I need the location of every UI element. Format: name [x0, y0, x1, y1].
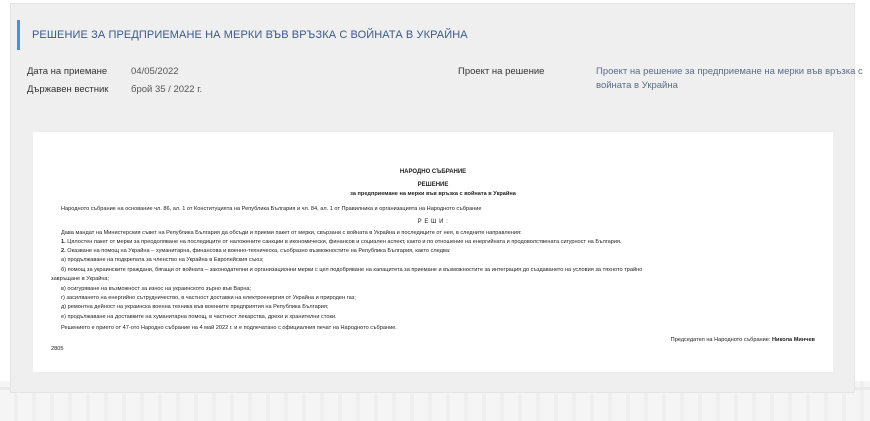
meta-section — [27, 66, 863, 106]
document-image — [33, 132, 833, 372]
title-bar — [17, 20, 468, 50]
doc-item-2-num: 2. — [61, 248, 66, 254]
doc-sub-e: е) продължаване на доставките на хуманитарна помощ, в частност лекарства, дрехи и хранителни стоки. — [61, 314, 337, 320]
doc-sub-v: в) осигуряване на възможност за износ на украинското зърно във Варна; — [61, 286, 252, 292]
doc-number: 2805 — [51, 346, 64, 352]
doc-signature — [671, 337, 815, 343]
date-label: Дата на приемане — [27, 66, 108, 77]
doc-heading: РЕШЕНИЕ — [417, 182, 449, 188]
doc-sub-b-1: б) помощ за украинските граждани, бягащи от войната – законодателни и организационни мерки с цел подобряване на капацитета за приемане и възможностите за интеграция до създаването на условия за тяхното трайно — [61, 267, 643, 273]
doc-sub-a: а) продължаване на подкрепата за членство на Украйна в Европейския съюз; — [61, 257, 264, 263]
decision-card — [10, 3, 863, 393]
gazette-label: Държавен вестник — [27, 84, 109, 95]
doc-signature-name: Никола Минчев — [772, 337, 815, 343]
doc-intro: Дава мандат на Министерския съвет на Република България да обсъди и приеми пакет от мерки, свързани с войната в Украйна и последиците от нея, в следните направления: — [61, 230, 522, 236]
draft-label: Проект на решение — [458, 66, 545, 77]
doc-sub-g: г) засилването на енергийно сътрудничество, в частност доставки на електроенергия от Украйна и природен газ; — [61, 295, 356, 301]
gazette-value: брой 35 / 2022 г. — [131, 84, 203, 95]
doc-closing: Решението е прието от 47-ото Народно събрание на 4 май 2022 г. и е подпечатано с официалния печат на Народното събрание. — [61, 325, 397, 331]
doc-item-2 — [61, 248, 819, 254]
doc-item-2-text: Оказване на помощ на Украйна – хуманитарна, финансова и военно-техническа, съобразно възможностите на Република България, както следва: — [67, 248, 451, 254]
doc-sub-b-2: завръщане в Украйна; — [51, 276, 110, 282]
doc-subheading: за предприемане на мерки във връзка с войната в Украйна — [350, 191, 516, 197]
doc-resolves: Р Е Ш И : — [417, 219, 449, 225]
doc-item-1-text: Цялостен пакет от мерки за преодоляване на последиците от наложените санкции в икономически, финансов и социален аспект, както и по отношение на енергийната и продоволствената сигурност на България. — [67, 239, 622, 245]
doc-assembly: НАРОДНО СЪБРАНИЕ — [399, 169, 467, 175]
date-value: 04/05/2022 — [131, 66, 179, 77]
page-title: РЕШЕНИЕ ЗА ПРЕДПРИЕМАНЕ НА МЕРКИ ВЪВ ВРЪЗКА С ВОЙНАТА В УКРАЙНА — [32, 29, 468, 41]
draft-link-line1[interactable]: Проект на решение за предприемане на мерки във връзка с — [596, 66, 863, 77]
doc-signature-role: Председател на Народното събрание: — [670, 337, 771, 343]
draft-link[interactable] — [596, 65, 866, 93]
doc-sub-d: д) ремонтна дейност на украинска военна техника във военните предприятия на Република България; — [61, 304, 329, 310]
doc-item-1-num: 1. — [61, 239, 66, 245]
doc-preamble: Народното събрание на основание чл. 86, ал. 1 от Конституцията на Република България и чл. 84, ал. 1 от Правилника и организацията на Народното събрание — [61, 206, 482, 212]
doc-item-1 — [61, 239, 819, 245]
draft-link-line2[interactable]: войната в Украйна — [596, 80, 678, 91]
